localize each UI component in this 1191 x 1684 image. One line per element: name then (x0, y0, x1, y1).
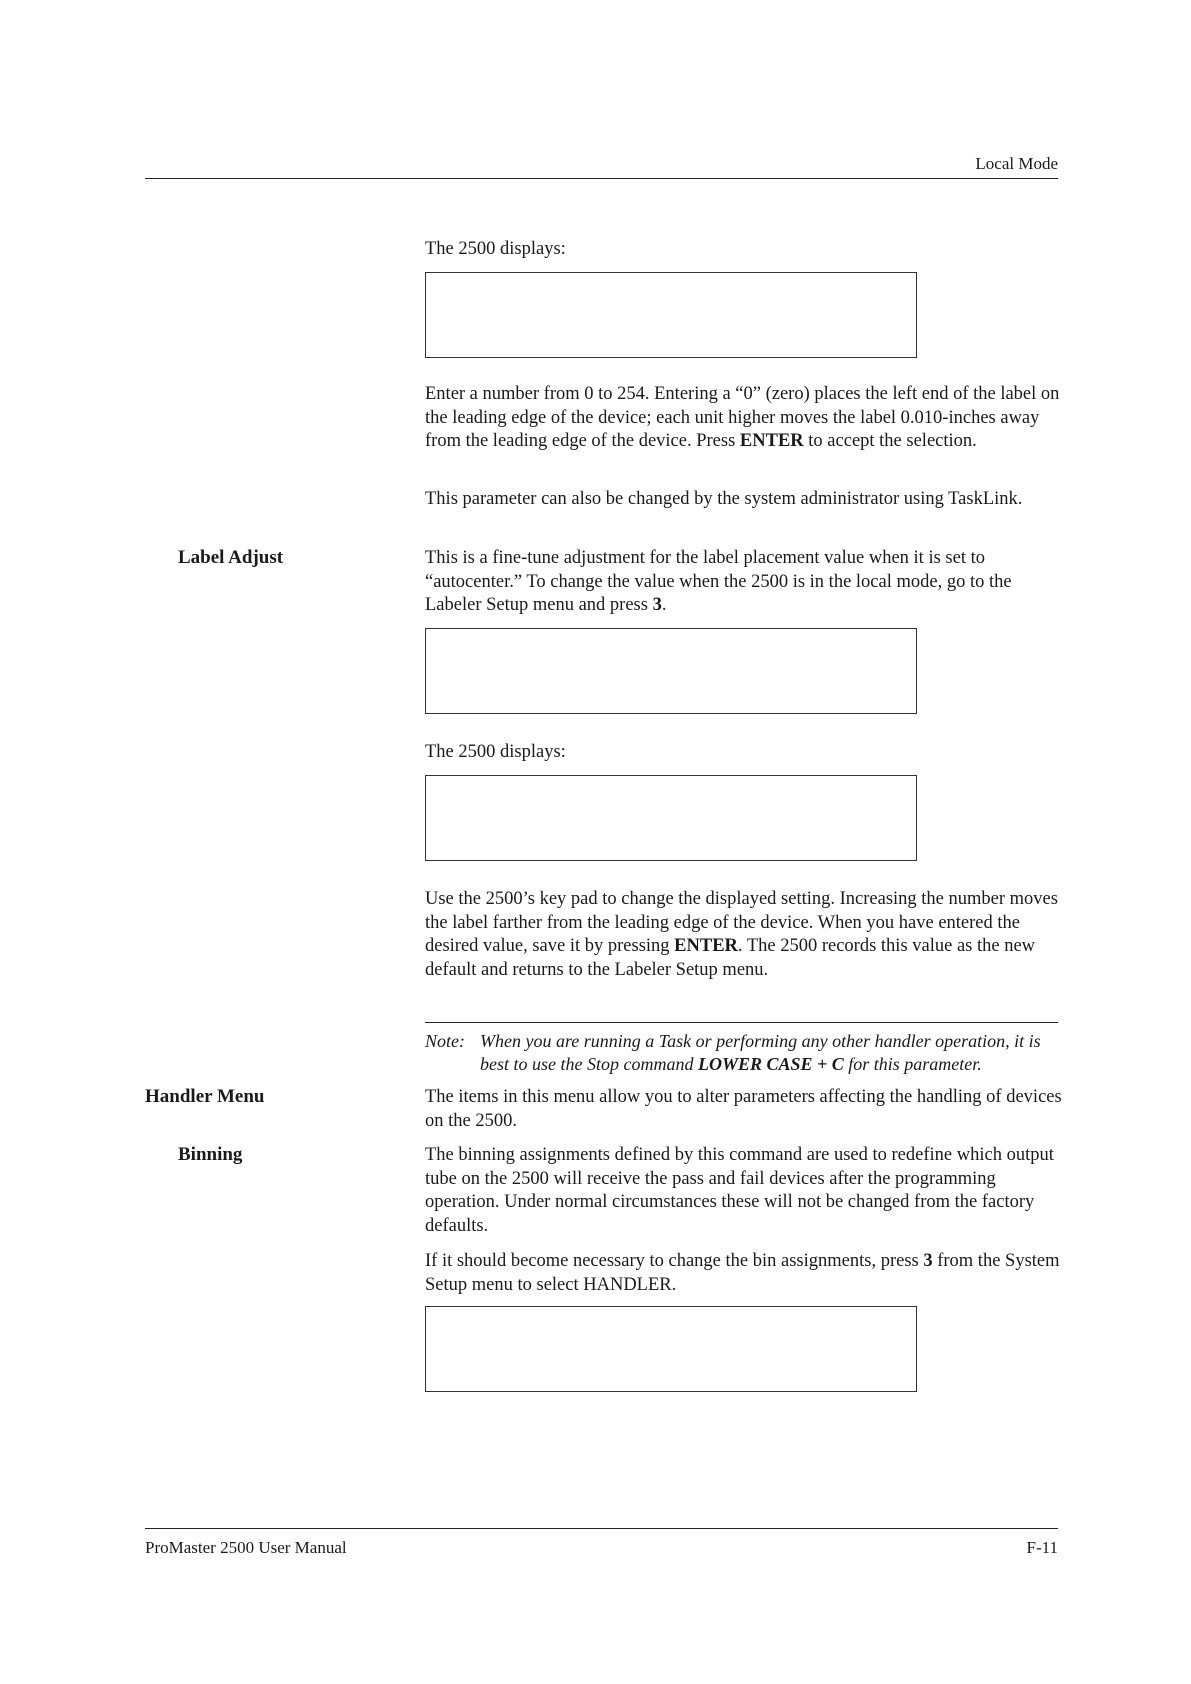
note-block (480, 1030, 1065, 1076)
footer-rule (145, 1528, 1058, 1529)
note-tail: for this parameter. (843, 1054, 982, 1074)
binning-heading: Binning (178, 1144, 243, 1165)
label-adjust-paragraph (425, 547, 1065, 618)
key-3-label-2: 3 (923, 1251, 933, 1271)
displays-caption-2: The 2500 displays: (425, 742, 566, 762)
manual-title: ProMaster 2500 User Manual (145, 1538, 347, 1557)
enter-number-tail: to accept the selection. (803, 431, 977, 451)
handler-menu-heading: Handler Menu (145, 1086, 265, 1107)
enter-number-text: Enter a number from 0 to 254. Entering a “0” (zero) places the left end of the label on the leading edge of the device; each unit higher moves the label 0.010-inches away from the leading edge of the device. Press (425, 384, 1060, 451)
tasklink-paragraph: This parameter can also be changed by the system administrator using TaskLink. (425, 489, 1023, 509)
header-rule (145, 178, 1058, 179)
keypad-text: Use the 2500’s key pad to change the displayed setting. Increasing the number moves the label farther from the leading edge of the device. When you have entered the desired value, save it by pressing (425, 889, 1058, 956)
label-adjust-text: This is a fine-tune adjustment for the label placement value when it is set to “autocenter.” To change the value when the 2500 is in the local mode, go to the Labeler Setup menu and press (425, 548, 1012, 615)
display-screen-box-4 (425, 1306, 917, 1392)
keypad-paragraph (425, 888, 1065, 982)
enter-key-label: ENTER (739, 431, 804, 451)
handler-menu-paragraph: The items in this menu allow you to alter parameters affecting the handling of devices on the 2500. (425, 1087, 1062, 1131)
display-screen-box-2 (425, 628, 917, 714)
bin-assignments-paragraph (425, 1250, 1065, 1297)
label-adjust-heading: Label Adjust (178, 547, 284, 568)
note-rule (425, 1022, 1058, 1023)
binning-paragraph: The binning assignments defined by this command are used to redefine which output tube on the 2500 will receive the pass and fail devices after the programming operation. Under normal circumstances these will not be changed from the factory defaults. (425, 1145, 1054, 1236)
enter-number-paragraph (425, 383, 1065, 454)
keypad-tail: . The 2500 records this value as the new default and returns to the Labeler Setup menu. (425, 936, 1036, 980)
key-3-label: 3 (652, 595, 662, 615)
note-text: When you are running a Task or performing any other handler operation, it is best to use the Stop command (480, 1031, 1041, 1074)
page-number: F-11 (1026, 1538, 1058, 1557)
bin-assignments-text: If it should become necessary to change the bin assignments, press (425, 1251, 924, 1271)
displays-caption-1: The 2500 displays: (425, 239, 566, 259)
note-command: LOWER CASE + C (697, 1054, 844, 1074)
display-screen-box-3 (425, 775, 917, 861)
display-screen-box-1 (425, 272, 917, 358)
section-title: Local Mode (975, 154, 1058, 173)
bin-assignments-tail: from the System Setup menu to select HANDLER. (425, 1251, 1060, 1295)
note-label: Note: (425, 1031, 465, 1051)
label-adjust-tail: . (661, 595, 667, 615)
enter-key-label-2: ENTER (674, 936, 738, 956)
